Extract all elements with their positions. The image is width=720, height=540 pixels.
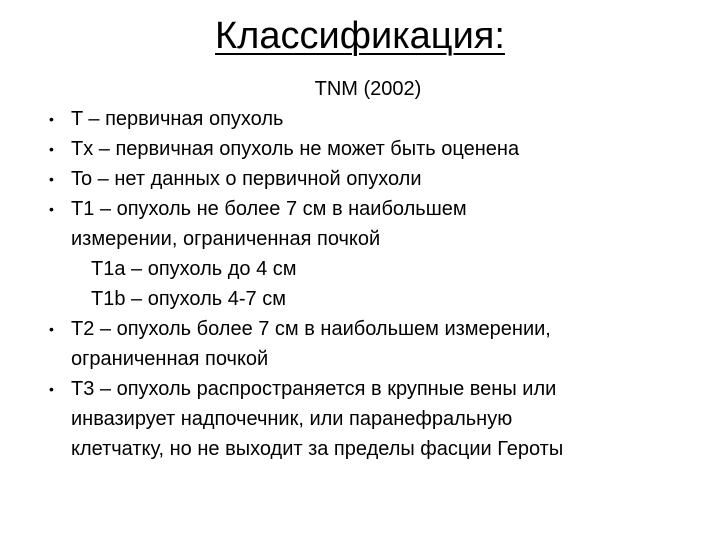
slide-subtitle: TNM (2002) [314,78,422,100]
list-item [0,164,671,194]
list-item [0,134,671,164]
list-item [0,314,671,374]
list-item-text: T1 – опухоль не более 7 см в наибольшем [71,198,467,220]
list-item-text: To – нет данных о первичной опухоли [71,168,422,190]
bullet-icon: • [49,201,54,217]
list-item-text-continued: измерении, ограниченная почкой [71,228,381,250]
list-item-text: T – первичная опухоль [71,108,284,130]
list-item-text: Tx – первичная опухоль не может быть оценена [71,138,520,160]
list-item-text-continued: ограниченная почкой [71,348,269,370]
bullet-list [0,104,720,464]
bullet-icon: • [49,111,54,127]
bullet-icon: • [49,141,54,157]
slide-title: Классификация: [215,15,505,57]
list-item [0,374,671,464]
sub-item-text: T1a – опухоль до 4 см [91,258,297,280]
bullet-icon: • [49,321,54,337]
list-item [0,104,671,134]
list-item-text-continued: клетчатку, но не выходит за пределы фасции Героты [71,438,564,460]
bullet-icon: • [49,171,54,187]
bullet-icon: • [49,381,54,397]
list-sub-item [0,254,671,284]
list-item [0,194,671,254]
sub-item-text: T1b – опухоль 4-7 см [91,288,286,310]
list-sub-item [0,284,671,314]
list-item-text: T2 – опухоль более 7 см в наибольшем измерении, [71,318,551,340]
list-item-text: T3 – опухоль распространяется в крупные вены или [71,378,557,400]
list-item-text-continued: инвазирует надпочечник, или паранефральную [71,408,513,430]
